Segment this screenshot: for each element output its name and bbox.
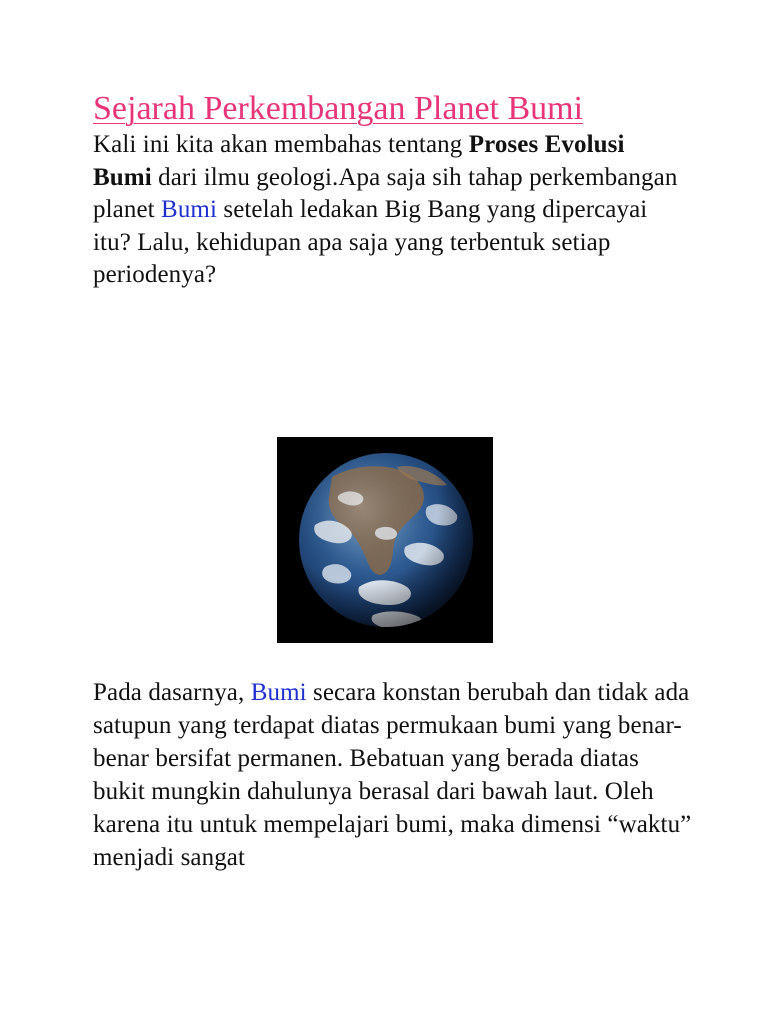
bumi-link[interactable]: Bumi — [161, 196, 218, 224]
document-body — [93, 88, 683, 292]
intro-paragraph — [93, 129, 683, 292]
page-title: Sejarah Perkembangan Planet Bumi — [93, 90, 584, 127]
earth-image — [277, 437, 493, 643]
body-text-1: Pada dasarnya, — [93, 679, 251, 706]
body-text-2: secara konstan berubah dan tidak ada satupun yang terdapat diatas permukaan bumi yang benar-benar bersifat permanen. Bebatuan yang berada diatas bukit mungkin dahulunya berasal dari bawah laut. Oleh karena itu untuk mempelajari bumi, maka dimensi “waktu” menjadi sangat — [93, 679, 692, 871]
earth-globe-graphic — [277, 437, 493, 643]
bumi-link-2[interactable]: Bumi — [250, 679, 307, 706]
intro-text-2: dari ilmu geologi.Apa saja sih tahap perkembangan planet — [93, 163, 678, 224]
intro-text-3: setelah ledakan Big Bang yang dipercayai itu? Lalu, kehidupan apa saja yang terbentuk setiap periodenya? — [93, 196, 648, 289]
body-paragraph — [93, 676, 693, 874]
intro-bold-term: Proses Evolusi Bumi — [93, 131, 625, 191]
intro-text-1: Kali ini kita akan membahas tentang — [93, 131, 469, 158]
